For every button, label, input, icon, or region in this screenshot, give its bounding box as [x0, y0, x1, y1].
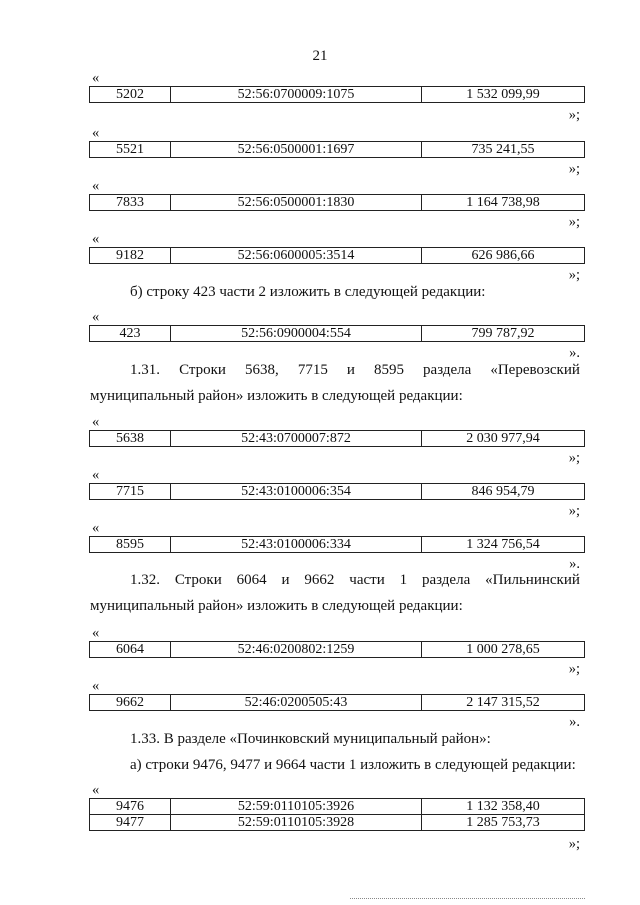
closing-quote: »;: [568, 836, 580, 852]
cadastral-number-cell: 52:59:0110105:3926: [171, 799, 422, 815]
opening-quote: «: [92, 231, 100, 247]
value-cell: 735 241,55: [422, 142, 585, 158]
opening-quote: «: [92, 520, 100, 536]
table-row: [90, 431, 585, 447]
word: 7715: [297, 362, 328, 378]
table-row: [90, 142, 585, 158]
word: раздела: [423, 362, 472, 378]
closing-quote: »;: [568, 267, 580, 283]
opening-quote: «: [92, 782, 100, 798]
data-table: [89, 86, 585, 103]
data-table: [89, 325, 585, 342]
word: 9662: [304, 572, 335, 588]
cadastral-number-cell: 52:43:0100006:334: [171, 537, 422, 553]
closing-quote: »;: [568, 503, 580, 519]
row-number-cell: 6064: [90, 642, 171, 658]
paragraph-1-32: [130, 572, 580, 589]
value-cell: 846 954,79: [422, 484, 585, 500]
cadastral-number-cell: 52:46:0200505:43: [171, 695, 422, 711]
data-table: [89, 536, 585, 553]
cadastral-number-cell: 52:46:0200802:1259: [171, 642, 422, 658]
cadastral-number-cell: 52:56:0700009:1075: [171, 87, 422, 103]
value-cell: 2 147 315,52: [422, 695, 585, 711]
word: 1: [399, 572, 408, 588]
table-row: [90, 248, 585, 264]
word: 1.32.: [130, 572, 160, 588]
opening-quote: «: [92, 309, 100, 325]
paragraph-1-31-continuation: муниципальный район» изложить в следующей редакции:: [90, 388, 463, 404]
paragraph-1-33: 1.33. В разделе «Починковский муниципальный район»:: [130, 731, 491, 747]
row-number-cell: 423: [90, 326, 171, 342]
table-row: [90, 87, 585, 103]
row-number-cell: 7715: [90, 484, 171, 500]
cadastral-number-cell: 52:56:0500001:1830: [171, 195, 422, 211]
closing-quote: »;: [568, 107, 580, 123]
data-table: [89, 141, 585, 158]
value-cell: 1 532 099,99: [422, 87, 585, 103]
table-row: [90, 695, 585, 711]
opening-quote: «: [92, 178, 100, 194]
opening-quote: «: [92, 125, 100, 141]
table-row: [90, 484, 585, 500]
cadastral-number-cell: 52:56:0900004:554: [171, 326, 422, 342]
word: и: [346, 362, 355, 378]
word: и: [281, 572, 290, 588]
paragraph-1-33-a: а) строки 9476, 9477 и 9664 части 1 изложить в следующей редакции:: [130, 757, 576, 773]
closing-quote: ».: [569, 345, 580, 361]
paragraph-1-32-continuation: муниципальный район» изложить в следующей редакции:: [90, 598, 463, 614]
value-cell: 1 285 753,73: [422, 815, 585, 831]
opening-quote: «: [92, 625, 100, 641]
closing-quote: »;: [568, 161, 580, 177]
value-cell: 1 000 278,65: [422, 642, 585, 658]
data-table: [89, 430, 585, 447]
closing-quote: »;: [568, 214, 580, 230]
data-table: [89, 194, 585, 211]
row-number-cell: 7833: [90, 195, 171, 211]
value-cell: 1 324 756,54: [422, 537, 585, 553]
value-cell: 2 030 977,94: [422, 431, 585, 447]
word: «Перевозский: [490, 362, 580, 378]
value-cell: 1 164 738,98: [422, 195, 585, 211]
closing-quote: ».: [569, 714, 580, 730]
value-cell: 1 132 358,40: [422, 799, 585, 815]
word: 5638,: [245, 362, 279, 378]
paragraph-b-row-423: б) строку 423 части 2 изложить в следующей редакции:: [130, 284, 486, 300]
cadastral-number-cell: 52:43:0700007:872: [171, 431, 422, 447]
cadastral-number-cell: 52:43:0100006:354: [171, 484, 422, 500]
closing-quote: ».: [569, 556, 580, 572]
data-table: [89, 641, 585, 658]
row-number-cell: 9182: [90, 248, 171, 264]
row-number-cell: 9477: [90, 815, 171, 831]
row-number-cell: 9476: [90, 799, 171, 815]
table-row: [90, 537, 585, 553]
word: 6064: [236, 572, 267, 588]
data-table: [89, 798, 585, 831]
data-table: [89, 483, 585, 500]
row-number-cell: 5521: [90, 142, 171, 158]
data-table: [89, 247, 585, 264]
word: «Пильнинский: [485, 572, 580, 588]
row-number-cell: 5638: [90, 431, 171, 447]
opening-quote: «: [92, 467, 100, 483]
cadastral-number-cell: 52:56:0600005:3514: [171, 248, 422, 264]
table-row: [90, 642, 585, 658]
word: части: [349, 572, 385, 588]
paragraph-1-31: [130, 362, 580, 379]
row-number-cell: 9662: [90, 695, 171, 711]
row-number-cell: 8595: [90, 537, 171, 553]
data-table: [89, 694, 585, 711]
word: Строки: [179, 362, 226, 378]
word: 1.31.: [130, 362, 160, 378]
footer-rule: [350, 898, 585, 899]
table-row: [90, 195, 585, 211]
closing-quote: »;: [568, 450, 580, 466]
page-number: 21: [312, 48, 328, 64]
row-number-cell: 5202: [90, 87, 171, 103]
opening-quote: «: [92, 70, 100, 86]
table-row: [90, 815, 585, 831]
value-cell: 626 986,66: [422, 248, 585, 264]
table-row: [90, 799, 585, 815]
closing-quote: »;: [568, 661, 580, 677]
opening-quote: «: [92, 414, 100, 430]
table-row: [90, 326, 585, 342]
cadastral-number-cell: 52:59:0110105:3928: [171, 815, 422, 831]
value-cell: 799 787,92: [422, 326, 585, 342]
opening-quote: «: [92, 678, 100, 694]
cadastral-number-cell: 52:56:0500001:1697: [171, 142, 422, 158]
word: 8595: [373, 362, 404, 378]
word: Строки: [174, 572, 222, 588]
word: раздела: [421, 572, 471, 588]
